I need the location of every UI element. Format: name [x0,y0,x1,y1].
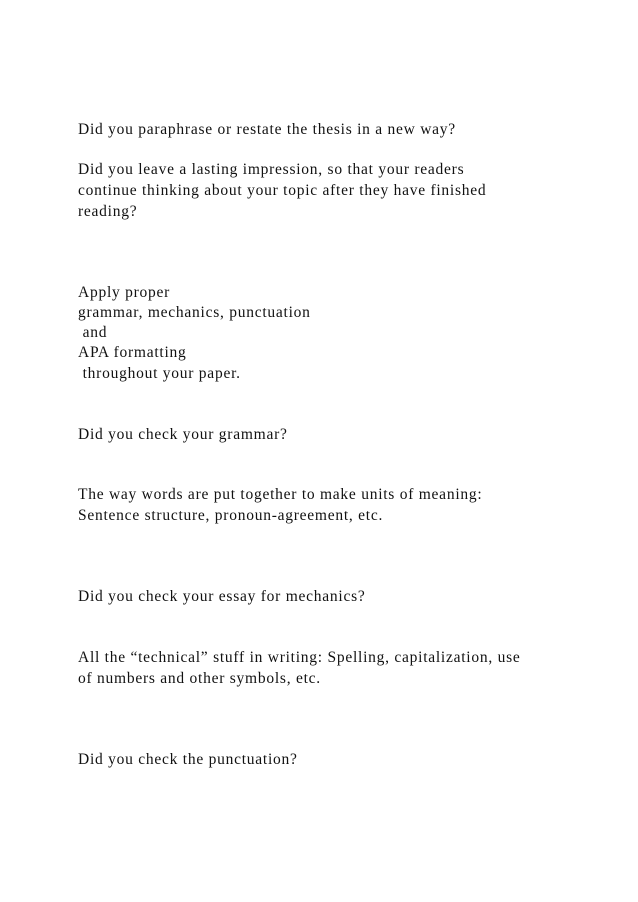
text-line-mechanics-question: Did you check your essay for mechanics? [78,588,366,605]
text-line-impression-2: continue thinking about your topic after they have finished [78,182,487,199]
text-line-mechanics-definition-2: of numbers and other symbols, etc. [78,670,321,687]
text-line-grammar-definition-1: The way words are put together to make units of meaning: [78,486,483,503]
text-line-throughout: throughout your paper. [78,365,241,382]
text-line-impression-1: Did you leave a lasting impression, so that your readers [78,161,465,178]
text-line-impression-3: reading? [78,203,138,220]
text-line-apply-proper: Apply proper [78,284,171,301]
text-line-and: and [78,324,108,341]
text-line-grammar-question: Did you check your grammar? [78,426,288,443]
text-line-punctuation-question: Did you check the punctuation? [78,751,298,768]
text-line-grammar-definition-2: Sentence structure, pronoun-agreement, etc. [78,507,384,524]
text-line-grammar-mechanics: grammar, mechanics, punctuation [78,304,311,321]
text-line-mechanics-definition-1: All the “technical” stuff in writing: Spelling, capitalization, use [78,649,521,666]
text-line-apa-formatting: APA formatting [78,344,187,361]
text-line-thesis-question: Did you paraphrase or restate the thesis in a new way? [78,121,456,138]
